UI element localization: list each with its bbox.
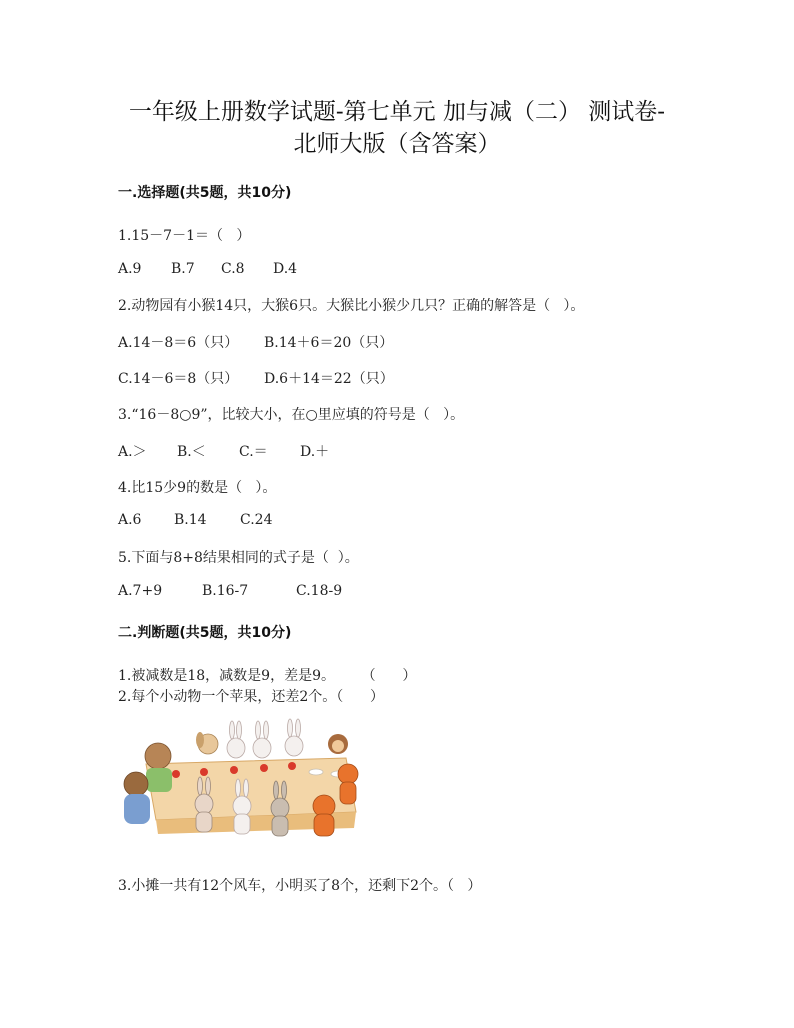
judge-question-2: 2.每个小动物一个苹果，还差2个。（ ） — [118, 689, 384, 705]
option-c: C.24 — [240, 512, 273, 528]
option-b: B.14 — [174, 512, 207, 528]
option-c: C.8 — [221, 261, 245, 277]
question-1: 1.15－7－1＝（ ） — [118, 228, 251, 244]
option-d: D.6＋14＝22（只） — [264, 371, 394, 387]
question-2: 2.动物园有小猴14只，大猴6只。大猴比小猴少几只？正确的解答是（ ）。 — [118, 298, 585, 314]
option-d: D.4 — [273, 261, 298, 277]
question-3: 3.“16－8○9”，比较大小，在○里应填的符号是（ ）。 — [118, 407, 465, 423]
page-title-line1: 一年级上册数学试题-第七单元 加与减（二） 测试卷- — [128, 99, 666, 125]
option-d: D.＋ — [300, 444, 330, 460]
animals-at-table-illustration — [116, 716, 376, 842]
option-a: A.14－8＝6（只） — [118, 335, 239, 351]
judge-question-1: 1.被减数是18，减数是9，差是9。 （ ） — [118, 668, 417, 684]
option-a: A.7+9 — [118, 583, 163, 599]
option-b: B.7 — [171, 261, 195, 277]
option-b: B.＜ — [177, 444, 206, 460]
option-c: C.14－6＝8（只） — [118, 371, 239, 387]
option-c: C.18-9 — [296, 583, 343, 599]
judge-question-3: 3.小摊一共有12个风车，小明买了8个，还剩下2个。（ ） — [118, 878, 482, 894]
section-heading-choice: 一.选择题(共5题，共10分) — [118, 185, 292, 201]
question-4: 4.比15少9的数是（ ）。 — [118, 480, 277, 496]
option-c: C.＝ — [239, 444, 268, 460]
page-title-line2: 北师大版（含答案） — [293, 131, 501, 157]
question-5: 5.下面与8+8结果相同的式子是（ ）。 — [118, 550, 359, 566]
section-heading-judge: 二.判断题(共5题，共10分) — [118, 625, 292, 641]
option-a: A.9 — [118, 261, 142, 277]
option-a: A.＞ — [118, 444, 147, 460]
option-b: B.16-7 — [202, 583, 249, 599]
option-b: B.14＋6＝20（只） — [264, 335, 394, 351]
option-a: A.6 — [118, 512, 142, 528]
